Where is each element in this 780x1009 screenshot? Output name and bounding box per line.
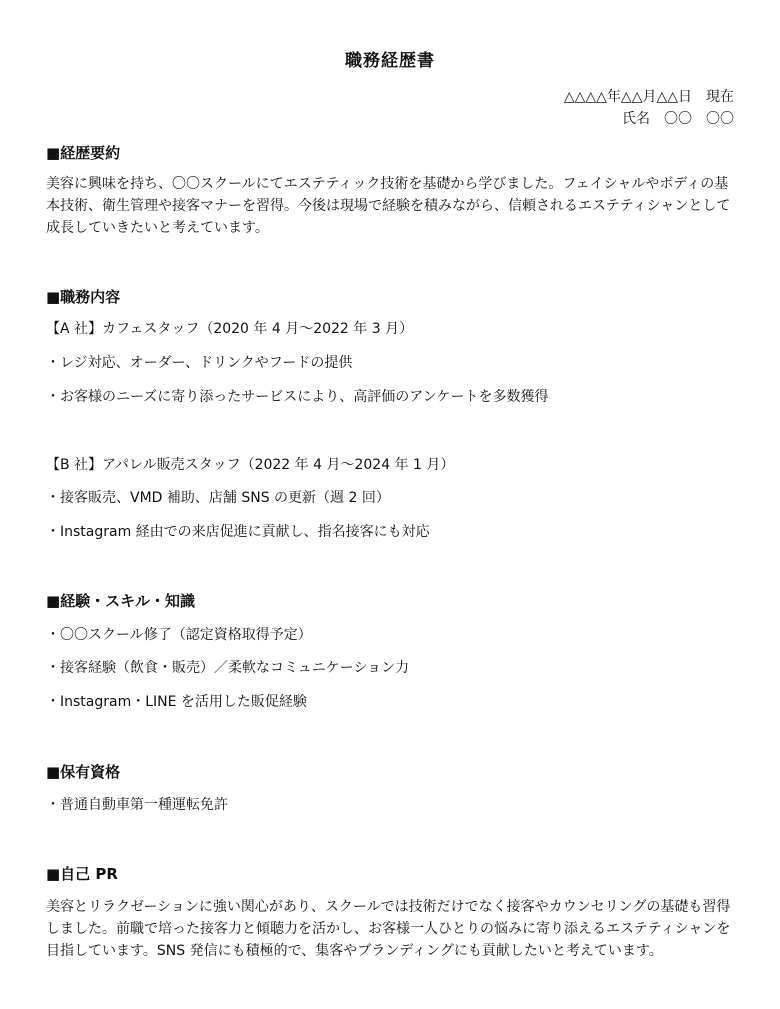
- skill-item-1: ・〇〇スクール修了（認定資格取得予定）: [46, 627, 312, 643]
- duties-heading: ■職務内容: [46, 288, 121, 306]
- job-title-a: 【A 社】カフェスタッフ（2020 年 4 月～2022 年 3 月）: [46, 321, 414, 337]
- job-a-item-1: ・レジ対応、オーダー、ドリンクやフードの提供: [46, 355, 353, 371]
- skill-item-2: ・接客経験（飲食・販売）／柔軟なコミュニケーション力: [46, 660, 410, 676]
- job-a-item-2: ・お客様のニーズに寄り添ったサービスにより、高評価のアンケートを多数獲得: [46, 389, 549, 405]
- job-b-item-2: ・Instagram 経由での来店促進に貢献し、指名接客にも対応: [46, 524, 430, 540]
- job-title-b: 【B 社】アパレル販売スタッフ（2022 年 4 月～2024 年 1 月）: [46, 457, 455, 473]
- license-item-1: ・普通自動車第一種運転免許: [46, 797, 228, 813]
- date-line: △△△△年△△月△△日 現在: [563, 89, 734, 105]
- pr-text: 美容とリラクゼーションに強い関心があり、スクールでは技術だけでなく接客やカウンセリングの基礎も習得しました。前職で培った接客力と傾聴力を活かし、お客様一人ひとりの悩みに寄り添えるエステティシャンを目指しています。SNS 発信にも積極的で、集客やブランディングにも貢献したいと考えています。: [46, 899, 731, 959]
- summary-text: 美容に興味を持ち、〇〇スクールにてエステティック技術を基礎から学びました。フェイシャルやボディの基本技術、衛生管理や接客マナーを習得。今後は現場で経験を積みながら、信頼されるエステティシャンとして成長していきたいと考えています。: [46, 176, 731, 236]
- job-b-item-1: ・接客販売、VMD 補助、店舗 SNS の更新（週 2 回）: [46, 490, 390, 506]
- licenses-heading: ■保有資格: [46, 763, 121, 781]
- document-title: 職務経歴書: [345, 51, 435, 71]
- name-line: 氏名 〇〇 〇〇: [622, 111, 734, 127]
- skills-heading: ■経験・スキル・知識: [46, 592, 196, 610]
- pr-heading: ■自己 PR: [46, 865, 118, 883]
- skill-item-3: ・Instagram・LINE を活用した販促経験: [46, 694, 307, 710]
- summary-heading: ■経歴要約: [46, 144, 121, 162]
